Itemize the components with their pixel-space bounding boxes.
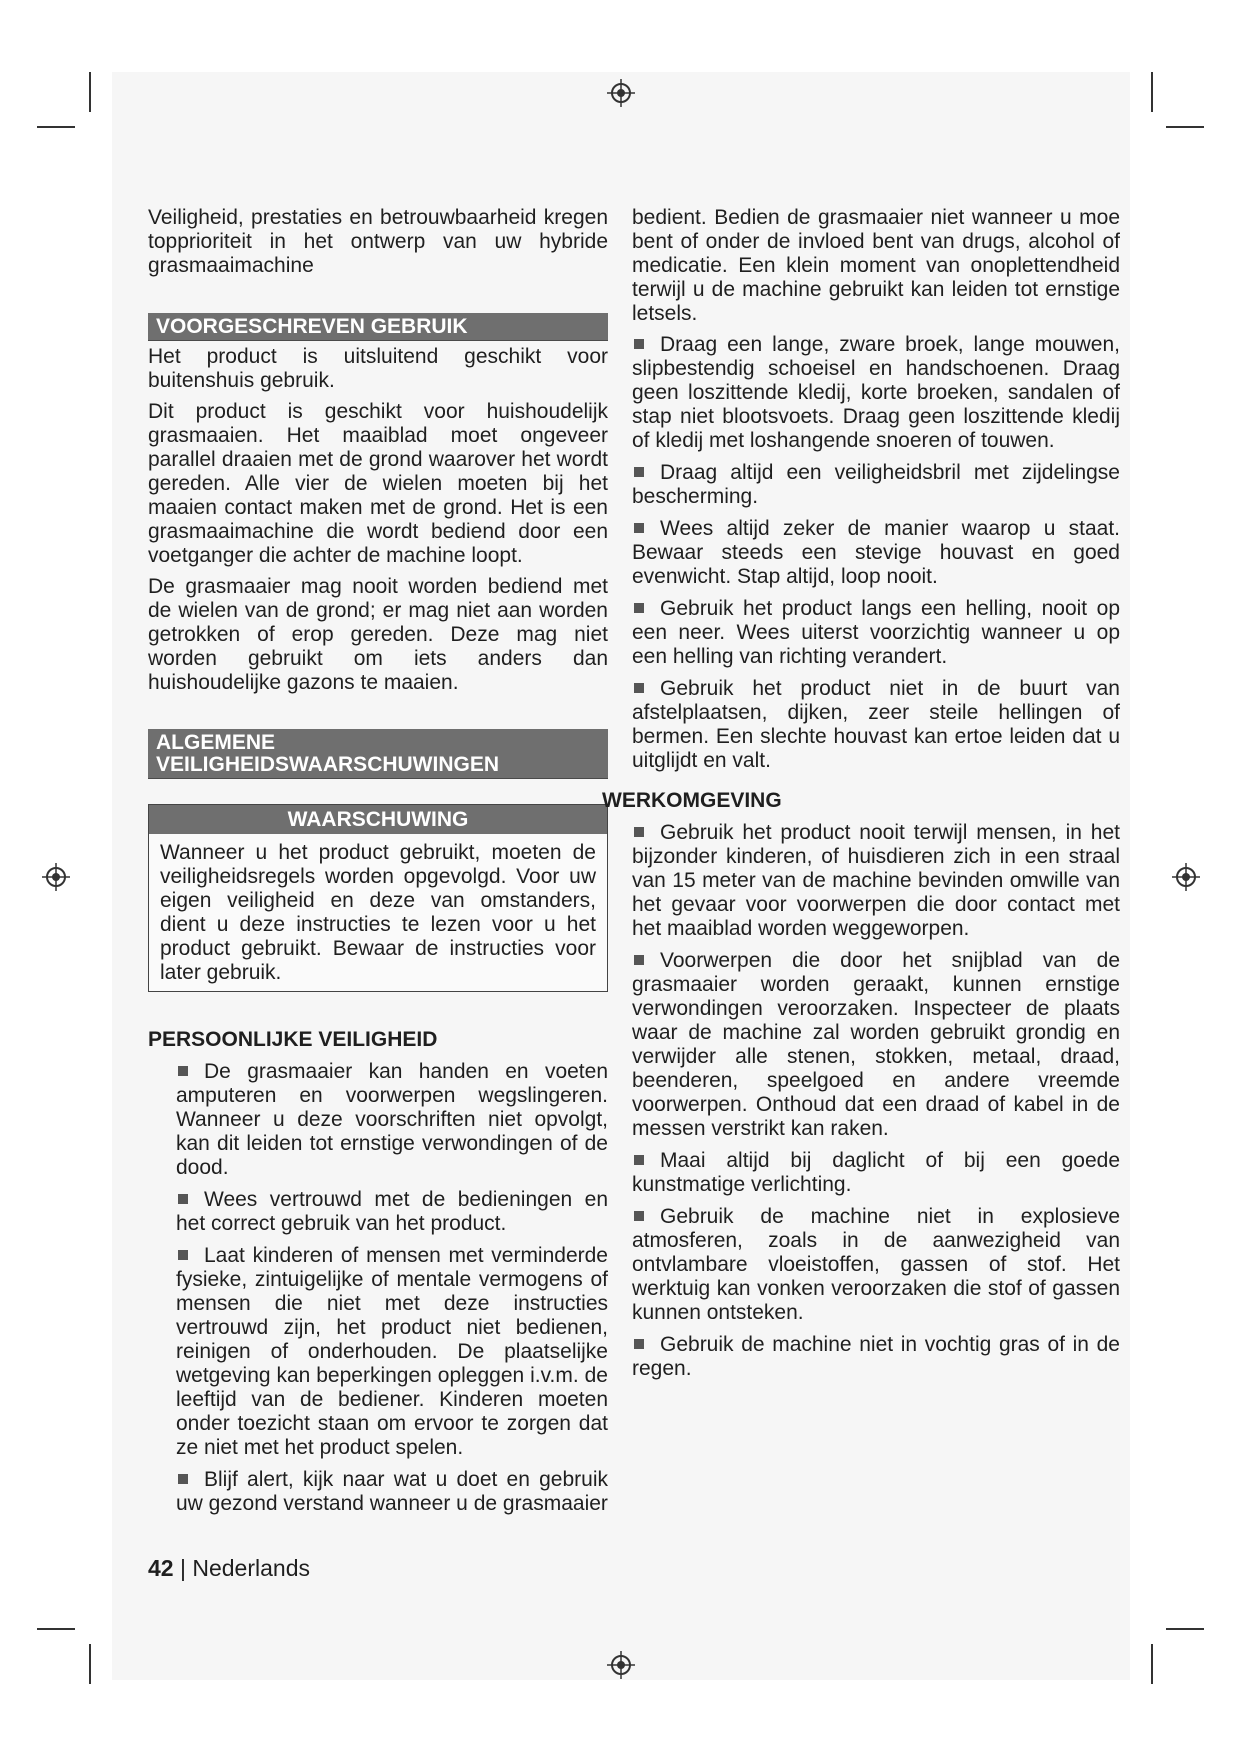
square-bullet-icon — [178, 1066, 188, 1076]
crop-mark-top-left-h — [37, 126, 75, 128]
list-item-text: Gebruik het product niet in de buurt van afstelplaatsen, dijken, zeer steile hellingen of bermen. Een slechte houvast kan ertoe leiden dat u uitglijdt en valt. — [632, 677, 1120, 772]
list-item — [632, 517, 1120, 589]
list-item — [632, 677, 1120, 773]
square-bullet-icon — [634, 1339, 644, 1349]
body-paragraph: De grasmaaier mag nooit worden bediend met de wielen van de grond; er mag niet aan worden getrokken of erop gereden. Deze mag niet worden gebruikt om iets anders dan huishoudelijke gazons te maaien. — [148, 575, 608, 694]
section-title-voorgeschreven-gebruik: VOORGESCHREVEN GEBRUIK — [148, 313, 608, 341]
crop-mark-bottom-right-h — [1166, 1628, 1204, 1630]
crop-mark-top-right-h — [1166, 126, 1204, 128]
square-bullet-icon — [634, 523, 644, 533]
intro-paragraph: Veiligheid, prestaties en betrouwbaarheid kregen topprioriteit in het ontwerp van uw hybride grasmaaimachine — [148, 206, 608, 277]
page-number: 42 — [148, 1555, 174, 1581]
list-item — [632, 461, 1120, 509]
square-bullet-icon — [634, 683, 644, 693]
footer-language: Nederlands — [192, 1555, 310, 1581]
bullet-list — [632, 821, 1120, 1381]
warning-title: WAARSCHUWING — [149, 805, 607, 834]
list-item — [632, 1149, 1120, 1197]
square-bullet-icon — [178, 1474, 188, 1484]
footer-separator: | — [179, 1555, 186, 1581]
square-bullet-icon — [634, 1211, 644, 1221]
list-item-text: Wees altijd zeker de manier waarop u staat. Bewaar steeds een stevige houvast en goed evenwicht. Stap altijd, loop nooit. — [632, 517, 1120, 588]
subheading-werkomgeving: WERKOMGEVING — [602, 789, 782, 812]
registration-mark-icon — [606, 1650, 636, 1680]
square-bullet-icon — [634, 955, 644, 965]
registration-mark-icon — [41, 862, 71, 892]
continuation-paragraph: bedient. Bedien de grasmaaier niet wanneer u moe bent of onder de invloed bent van drugs, alcohol of medicatie. Een klein moment van onoplettendheid terwijl u de machine gebruikt kan leiden tot ernstige letsels. — [632, 206, 1120, 325]
section-title-algemene-veiligheidswaarschuwingen — [148, 729, 608, 779]
square-bullet-icon — [634, 603, 644, 613]
crop-mark-bottom-right-v — [1151, 1644, 1153, 1684]
list-item-text: Blijf alert, kijk naar wat u doet en gebruik uw gezond verstand wanneer u de grasmaaier — [176, 1468, 608, 1515]
list-item — [632, 1333, 1120, 1381]
list-item — [632, 1205, 1120, 1325]
list-item-text: Wees vertrouwd met de bedieningen en het correct gebruik van het product. — [176, 1188, 608, 1235]
square-bullet-icon — [178, 1194, 188, 1204]
crop-mark-bottom-left-v — [89, 1644, 91, 1684]
square-bullet-icon — [634, 467, 644, 477]
right-column — [602, 206, 1120, 1389]
subheading-persoonlijke-veiligheid: PERSOONLIJKE VEILIGHEID — [148, 1028, 438, 1051]
list-item — [632, 597, 1120, 669]
body-paragraph: Dit product is geschikt voor huishoudelijk grasmaaien. Het maaiblad moet ongeveer parallel draaien met de grond waarover het wordt gereden. Alle vier de wielen moeten bij het maaien contact maken met de grond. Het is een grasmaaimachine die wordt bediend door een voetganger die achter de machine loopt. — [148, 400, 608, 567]
list-item-text: Draag een lange, zware broek, lange mouwen, slipbestendig schoeisel en handschoenen. Draag geen loszittende kledij, korte broeken, sandalen of stap niet blootsvoets. Draag geen loszittende kledij of kledij met loshangende snoeren of touwen. — [632, 333, 1120, 452]
list-item-text: De grasmaaier kan handen en voeten amputeren en voorwerpen wegslingeren. Wanneer u deze voorschriften niet opvolgt, kan dit leiden tot ernstige verwondingen of de dood. — [176, 1060, 608, 1179]
list-item — [632, 949, 1120, 1141]
list-item-text: Voorwerpen die door het snijblad van de grasmaaier worden geraakt, kunnen ernstige verwondingen veroorzaken. Inspecteer de plaats waar de machine zal worden gebruikt grondig en verwijder alle stenen, stokken, metaal, draad, beenderen, speelgoed en andere vreemde voorwerpen. Onthoud dat een draad of kabel in de messen verstrikt kan raken. — [632, 949, 1120, 1140]
page-footer — [148, 1555, 310, 1582]
list-item-text: Draag altijd een veiligheidsbril met zijdelingse bescherming. — [632, 461, 1120, 508]
crop-mark-top-right-v — [1151, 72, 1153, 112]
list-item — [632, 821, 1120, 941]
list-item — [632, 333, 1120, 453]
crop-mark-bottom-left-h — [37, 1628, 75, 1630]
list-item-text: Gebruik de machine niet in explosieve atmosferen, zoals in de aanwezigheid van ontvlambare vloeistoffen, gassen of stof. Het werktuig kan vonken veroorzaken die stof of gassen kunnen ontsteken. — [632, 1205, 1120, 1324]
warning-text: Wanneer u het product gebruikt, moeten de veiligheidsregels worden opgevolgd. Voor uw eigen veiligheid en deze van omstanders, dient u deze instructies te lezen voor u het product gebruikt. Bewaar de instructies voor later gebruik. — [160, 841, 596, 984]
square-bullet-icon — [178, 1250, 188, 1260]
list-item — [176, 1468, 608, 1516]
bullet-list — [632, 333, 1120, 773]
square-bullet-icon — [634, 827, 644, 837]
list-item-text: Laat kinderen of mensen met verminderde fysieke, zintuigelijke of mentale vermogens of mensen die niet met deze instructies vertrouwd zijn, het product niet bedienen, reinigen of onderhouden. De plaatselijke wetgeving kan beperkingen opleggen i.v.m. de leeftijd van de bediener. Kinderen moeten onder toezicht staan om ervoor te zorgen dat ze niet met het product spelen. — [176, 1244, 608, 1459]
registration-mark-icon — [1171, 862, 1201, 892]
list-item-text: Gebruik het product nooit terwijl mensen, in het bijzonder kinderen, of huisdieren zich in een straal van 15 meter van de machine bevinden omwille van het gevaar voor voorwerpen die door contact met het maaiblad worden weggeworpen. — [632, 821, 1120, 940]
left-column — [148, 206, 608, 1524]
section-title-line: ALGEMENE — [156, 731, 276, 754]
registration-mark-icon — [606, 78, 636, 108]
list-item-text: Gebruik het product langs een helling, nooit op een neer. Wees uiterst voorzichtig wanneer u op een helling van richting verandert. — [632, 597, 1120, 668]
list-item — [176, 1060, 608, 1180]
list-item — [176, 1188, 608, 1236]
square-bullet-icon — [634, 339, 644, 349]
square-bullet-icon — [634, 1155, 644, 1165]
bullet-list — [176, 1060, 608, 1516]
list-item-text: Gebruik de machine niet in vochtig gras of in de regen. — [632, 1333, 1120, 1380]
list-item — [176, 1244, 608, 1460]
list-item-text: Maai altijd bij daglicht of bij een goede kunstmatige verlichting. — [632, 1149, 1120, 1196]
body-paragraph: Het product is uitsluitend geschikt voor buitenshuis gebruik. — [148, 345, 608, 392]
crop-mark-top-left-v — [89, 72, 91, 112]
warning-box — [148, 804, 608, 992]
section-title-line: VEILIGHEIDSWAARSCHUWINGEN — [156, 753, 500, 776]
